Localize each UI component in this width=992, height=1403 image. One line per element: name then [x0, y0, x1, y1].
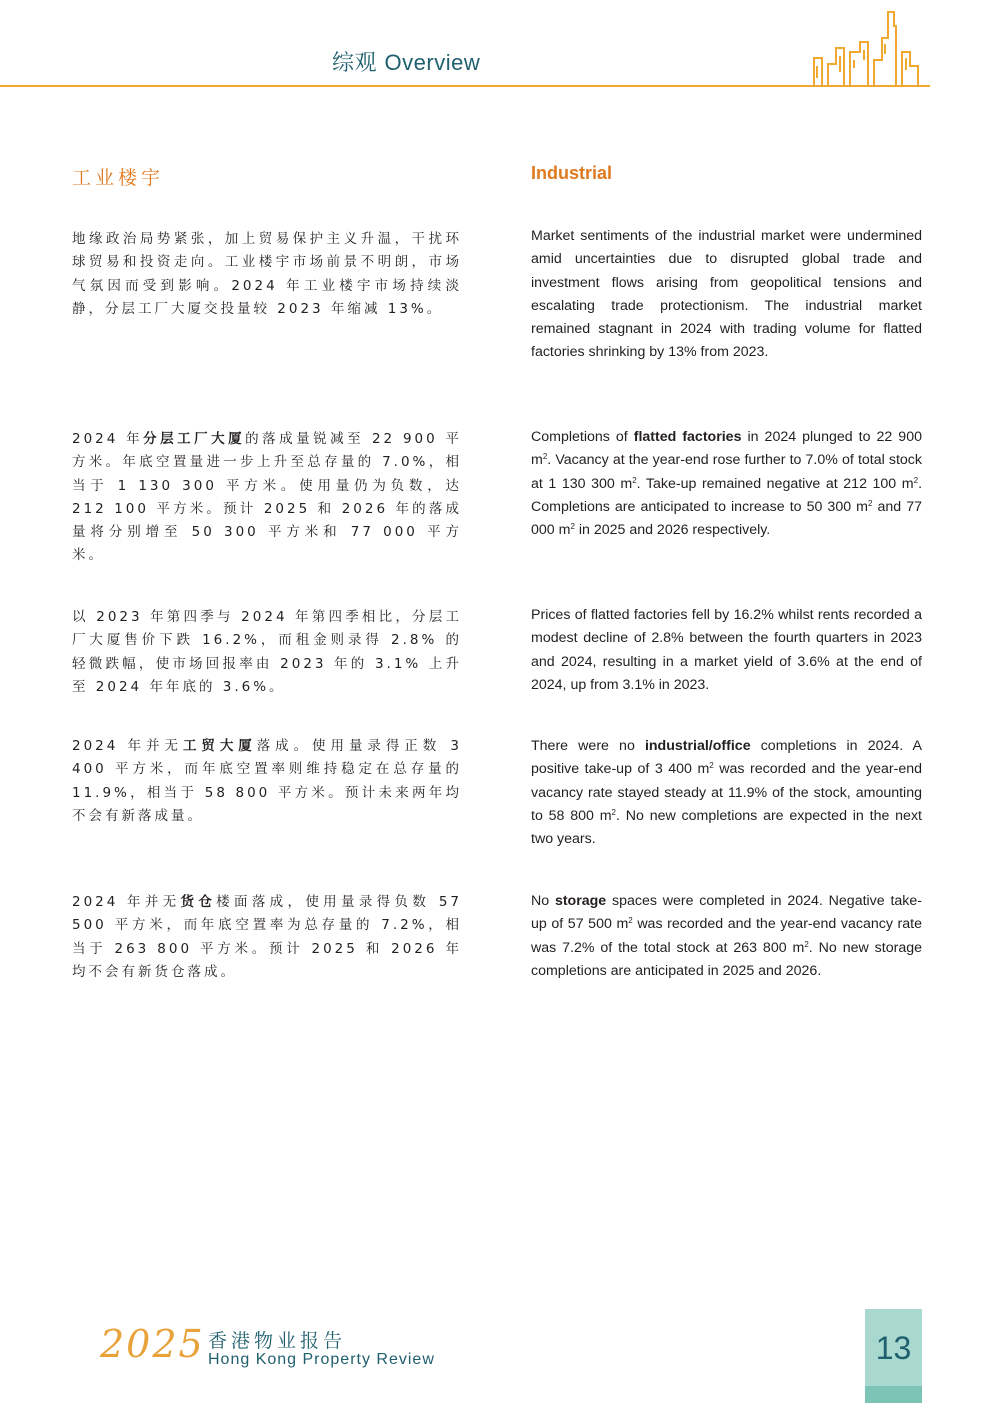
en-text: . Completions are anticipated to increase to 50 300 m: [531, 475, 923, 515]
section-heading-en: Industrial: [531, 163, 613, 183]
en-text: in 2025 and 2026 respectively.: [574, 522, 771, 539]
en-text: was recorded and the year-end vacancy rate was 7.2% of the total stock at 263 800 m: [531, 916, 922, 956]
page-number-strip: [865, 1386, 922, 1403]
en-text: was recorded and the year-end vacancy rate stayed steady at 11.9% of the stock, amounting to 58 800 m: [531, 761, 922, 824]
en-text: in 2024 plunged to 22 900 m: [531, 429, 922, 469]
en-text: . Vacancy at the year-end rose further to 7.0% of total stock at 1 130 300 m: [531, 452, 922, 492]
en-text: spaces were completed in 2024. Negative take-up of 57 500 m: [531, 893, 922, 933]
en-text: There were no: [531, 738, 645, 754]
header-rule: [0, 85, 930, 87]
section-heading-zh: 工业楼宇: [72, 167, 165, 189]
en-text: and 77 000 m: [531, 498, 922, 539]
page-title: [332, 46, 480, 77]
zh-text: 楼面落成，使用量录得负数 57 500 平方米，而年底空置率为总存量的 7.2%，相当于 263 800 平方米。预计 2025 和 2026 年均不会有新货仓落成。: [72, 894, 462, 980]
page-title-zh: 综观: [332, 51, 378, 76]
en-text: No: [531, 893, 555, 909]
superscript: 2: [913, 475, 919, 485]
en-bold-term: industrial/office: [644, 738, 751, 754]
superscript: 2: [632, 475, 637, 485]
zh-text: 的落成量锐减至 22 900 平方米。年底空置量进一步上升至总存量的 7.0%，相当于 1 130 300 平方米。使用量仍为负数，达 212 100 平方米。预计 2025 和 2026 年的落成量将分别增至 50 300 平方米和 77 000 平方米。: [72, 431, 462, 564]
en-bold-term: storage: [554, 893, 607, 909]
en-paragraph-3: Prices of flatted factories fell by 16.2% whilst rents recorded a modest decline of 2.8% between the fourth quarters in 2023 and 2024, resulting in a market yield of 3.6% at the end of 2024, up from 3.1% in 2023.: [531, 607, 922, 693]
zh-text: 落成。使用量录得正数 3 400 平方米，而年底空置率则维持稳定在总存量的 11.9%，相当于 58 800 平方米。预计未来两年均不会有新落成量。: [72, 738, 462, 824]
footer-year: 2025: [100, 1322, 205, 1366]
zh-text: 2024 年并无: [72, 738, 183, 754]
superscript: 2: [709, 761, 714, 771]
city-skyline-icon: [808, 8, 932, 94]
zh-paragraph-5: [72, 891, 462, 984]
en-paragraph-5: [531, 890, 922, 983]
superscript: 2: [570, 522, 575, 532]
en-paragraph-4: [531, 735, 922, 851]
page-number: 13: [875, 1330, 912, 1366]
zh-bold-term: 分层工厂大厦: [143, 431, 246, 447]
en-text: . No new storage completions are anticipated in 2025 and 2026.: [531, 939, 922, 979]
en-text: completions in 2024. A positive take-up of 3 400 m: [531, 738, 922, 778]
superscript: 2: [611, 807, 616, 817]
en-text: . No new completions are expected in the next two years.: [531, 807, 922, 848]
en-text: Completions of: [531, 429, 634, 445]
zh-bold-term: 工贸大厦: [182, 738, 257, 754]
en-paragraph-2: [531, 426, 922, 542]
page-title-en: Overview: [384, 50, 481, 75]
zh-paragraph-1: 地缘政治局势紧张，加上贸易保护主义升温，干扰环球贸易和投资走向。工业楼宇市场前景不明朗，市场气氛因而受到影响。2024 年工业楼宇市场持续淡静，分层工厂大厦交投量较 2023 年缩减 13%。: [72, 231, 462, 317]
superscript: 2: [804, 939, 809, 949]
zh-paragraph-3: 以 2023 年第四季与 2024 年第四季相比，分层工厂大厦售价下跌 16.2%，而租金则录得 2.8% 的轻微跌幅，使市场回报率由 2023 年的 3.1% 上升至 2024 年年底的 3.6%。: [72, 609, 462, 695]
en-bold-term: flatted factories: [633, 429, 742, 445]
superscript: 2: [867, 498, 873, 508]
en-text: . Take-up remained negative at 212 100 m: [636, 475, 914, 492]
superscript: 2: [628, 916, 633, 926]
zh-text: 2024 年并无: [72, 894, 181, 910]
zh-bold-term: 货仓: [180, 894, 217, 910]
zh-text: 2024 年: [72, 431, 144, 447]
zh-paragraph-4: [72, 735, 462, 828]
zh-paragraph-2: [72, 428, 462, 568]
footer-title-en: Hong Kong Property Review: [208, 1351, 435, 1368]
en-paragraph-1: Market sentiments of the industrial market were undermined amid uncertainties due to disrupted global trade and investment flows arising from geopolitical tensions and escalating trade protectionism. The industrial market remained stagnant in 2024 with trading volume for flatted factories shrinking by 13% from 2023.: [531, 228, 922, 361]
footer-title-zh: 香港物业报告: [208, 1330, 347, 1352]
superscript: 2: [542, 452, 548, 462]
